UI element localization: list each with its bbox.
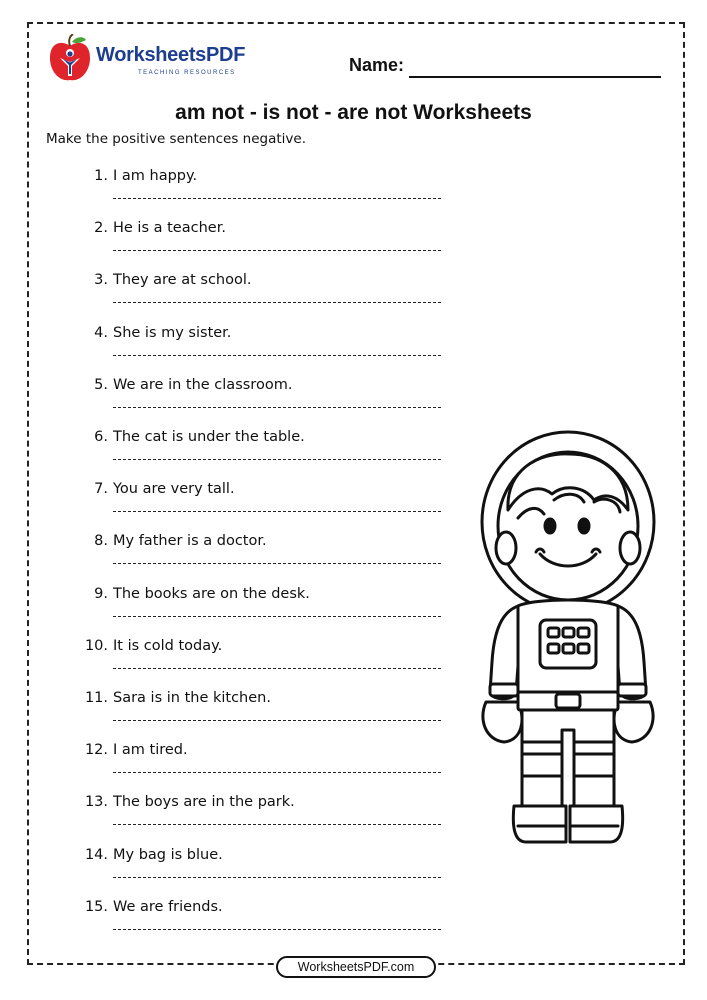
exercise-item bbox=[0, 325, 470, 377]
answer-line[interactable] bbox=[113, 198, 441, 199]
exercise-item bbox=[0, 168, 470, 220]
item-number: 12. bbox=[84, 742, 108, 759]
answer-line[interactable] bbox=[113, 407, 441, 408]
item-sentence: It is cold today. bbox=[113, 637, 223, 654]
answer-line[interactable] bbox=[113, 250, 441, 251]
exercise-item bbox=[0, 638, 470, 690]
name-input-line[interactable] bbox=[409, 76, 661, 78]
exercise-item bbox=[0, 742, 470, 794]
exercise-item bbox=[0, 847, 470, 899]
brand-name: WorksheetsPDF bbox=[96, 44, 246, 66]
item-sentence: Sara is in the kitchen. bbox=[113, 690, 271, 706]
answer-line[interactable] bbox=[113, 929, 441, 930]
name-label: Name: bbox=[349, 55, 405, 75]
item-sentence: We are in the classroom. bbox=[113, 376, 293, 393]
answer-line[interactable] bbox=[113, 877, 441, 878]
answer-line[interactable] bbox=[113, 720, 441, 721]
item-sentence: The books are on the desk. bbox=[113, 585, 310, 602]
exercise-item bbox=[0, 220, 470, 272]
answer-line[interactable] bbox=[113, 459, 441, 460]
item-number: 2. bbox=[94, 220, 108, 237]
exercise-item bbox=[0, 272, 470, 324]
answer-line[interactable] bbox=[113, 616, 441, 617]
item-number: 10. bbox=[84, 637, 108, 654]
item-number: 9. bbox=[94, 585, 108, 602]
apple-logo-icon bbox=[48, 34, 92, 84]
page-title: am not - is not - are not Worksheets bbox=[175, 101, 532, 124]
answer-line[interactable] bbox=[113, 511, 441, 512]
item-number: 13. bbox=[84, 794, 108, 811]
item-number: 8. bbox=[94, 533, 108, 550]
item-number: 6. bbox=[94, 429, 108, 445]
item-sentence: You are very tall. bbox=[113, 481, 235, 498]
item-sentence: I am tired. bbox=[113, 742, 188, 759]
footer-website-link[interactable]: WorksheetsPDF.com bbox=[276, 956, 436, 978]
answer-line[interactable] bbox=[113, 824, 441, 825]
item-number: 14. bbox=[84, 846, 108, 863]
answer-line[interactable] bbox=[113, 302, 441, 303]
item-sentence: I am happy. bbox=[113, 168, 198, 184]
item-sentence: My father is a doctor. bbox=[113, 533, 267, 550]
exercise-item bbox=[0, 794, 470, 846]
item-number: 1. bbox=[94, 168, 108, 184]
item-sentence: The cat is under the table. bbox=[113, 429, 305, 445]
item-number: 3. bbox=[94, 272, 108, 289]
item-sentence: The boys are in the park. bbox=[113, 794, 295, 811]
exercise-item bbox=[0, 533, 470, 585]
item-number: 11. bbox=[84, 690, 108, 706]
exercise-item bbox=[0, 899, 470, 951]
answer-line[interactable] bbox=[113, 355, 441, 356]
item-sentence: My bag is blue. bbox=[113, 846, 223, 863]
item-number: 5. bbox=[94, 376, 108, 393]
brand-logo bbox=[48, 34, 248, 86]
answer-line[interactable] bbox=[113, 563, 441, 564]
exercise-item bbox=[0, 481, 470, 533]
item-sentence: We are friends. bbox=[113, 898, 223, 915]
item-number: 7. bbox=[94, 481, 108, 498]
answer-line[interactable] bbox=[113, 772, 441, 773]
exercise-item bbox=[0, 429, 470, 481]
exercise-item bbox=[0, 690, 470, 742]
item-sentence: They are at school. bbox=[113, 272, 252, 289]
item-number: 4. bbox=[94, 324, 108, 341]
item-sentence: He is a teacher. bbox=[113, 220, 226, 237]
astronaut-illustration bbox=[478, 430, 658, 848]
brand-tagline: TEACHING RESOURCES bbox=[138, 70, 236, 76]
item-sentence: She is my sister. bbox=[113, 324, 232, 341]
exercise-item bbox=[0, 586, 470, 638]
instructions: Make the positive sentences negative. bbox=[46, 131, 306, 147]
exercise-item bbox=[0, 377, 470, 429]
item-number: 15. bbox=[84, 898, 108, 915]
answer-line[interactable] bbox=[113, 668, 441, 669]
